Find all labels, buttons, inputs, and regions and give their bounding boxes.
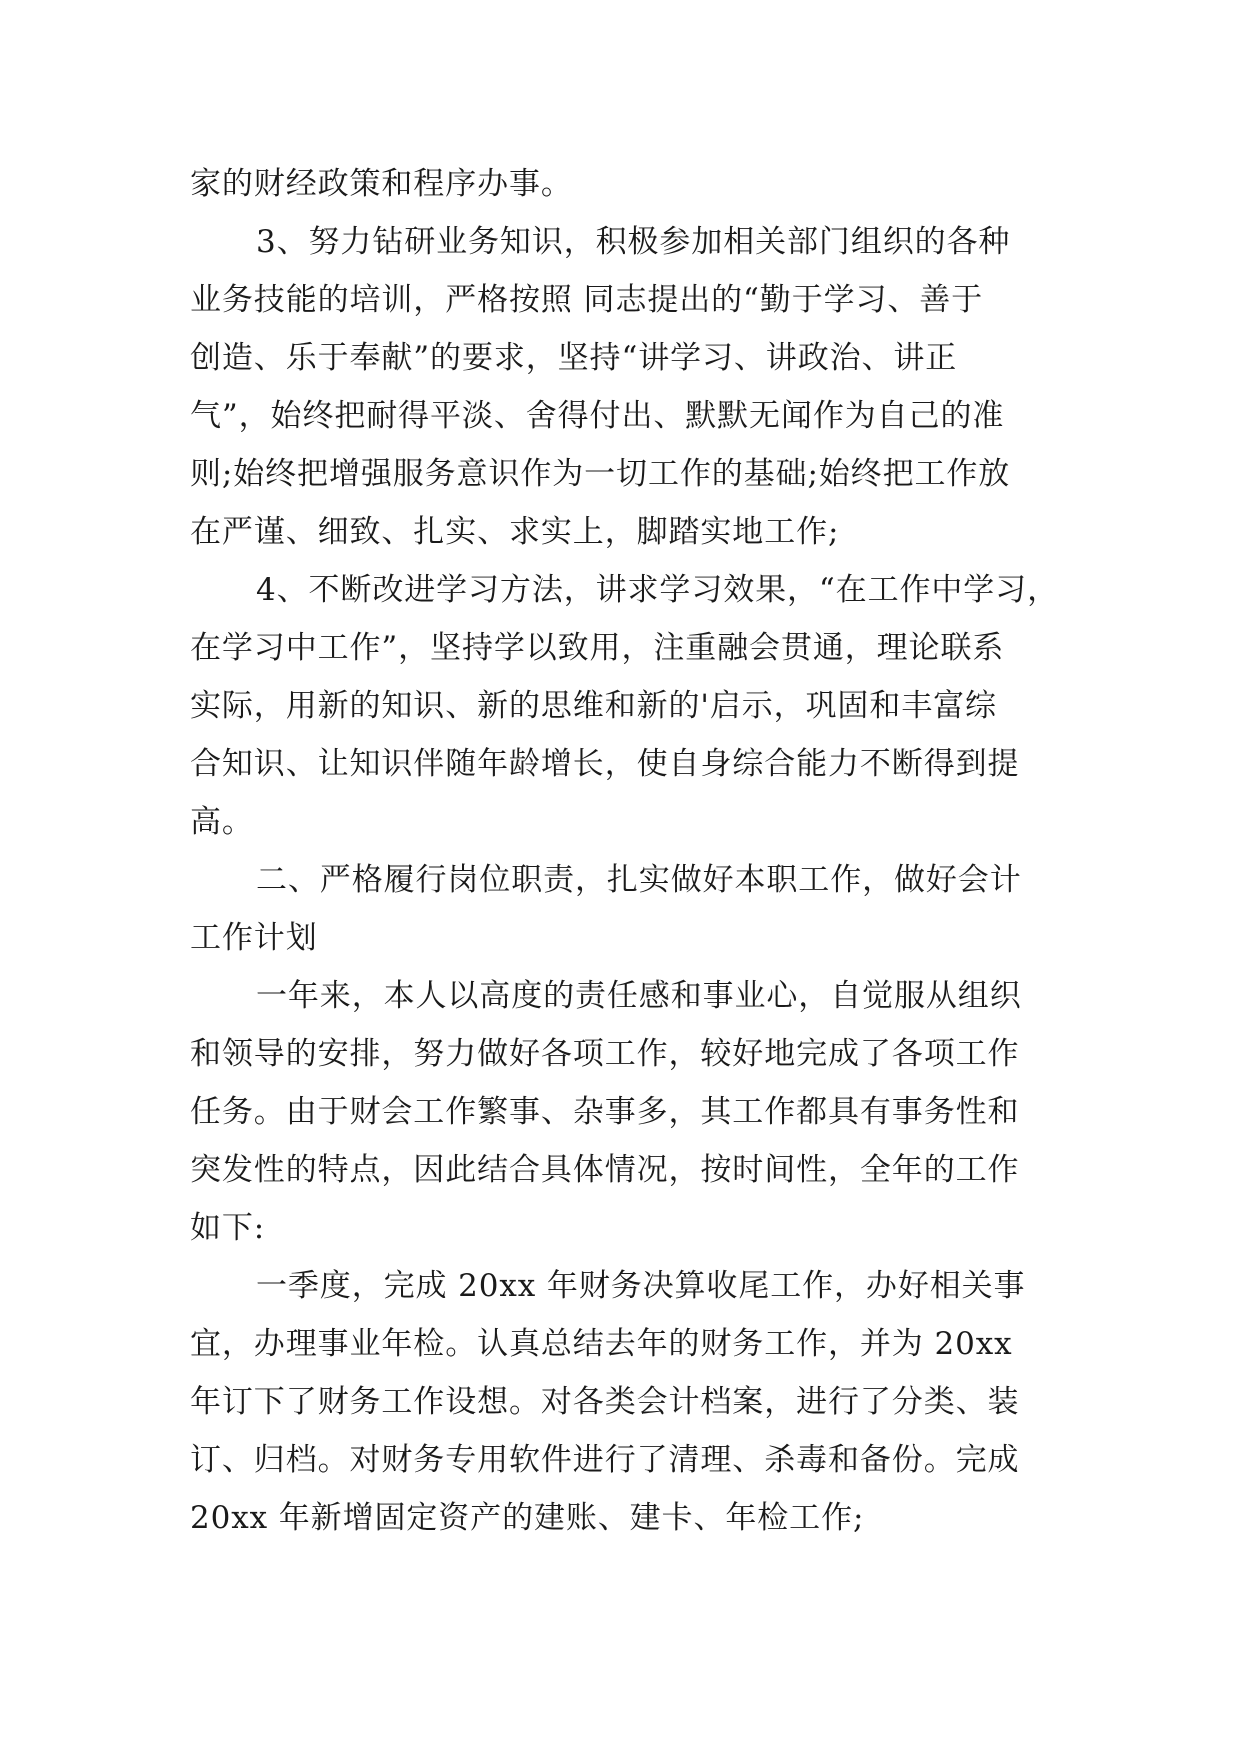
text-line: 合知识、让知识伴随年龄增长，使自身综合能力不断得到提 <box>190 746 1020 782</box>
text-line: 宜，办理事业年检。认真总结去年的财务工作，并为 20xx <box>190 1326 1013 1362</box>
text-line: 家的财经政策和程序办事。 <box>190 166 573 202</box>
text-line: 订、归档。对财务专用软件进行了清理、杀毒和备份。完成 <box>190 1442 1020 1478</box>
text-line: 一年来，本人以高度的责任感和事业心，自觉服从组织 <box>256 978 1022 1014</box>
text-line: 创造、乐于奉献”的要求，坚持“讲学习、讲政治、讲正 <box>190 340 958 376</box>
text-line: 实际，用新的知识、新的思维和新的'启示，巩固和丰富综 <box>190 688 997 724</box>
text-line: 和领导的安排，努力做好各项工作，较好地完成了各项工作 <box>190 1036 1020 1072</box>
text-line: 在严谨、细致、扎实、求实上，脚踏实地工作; <box>190 514 840 550</box>
text-line: 在学习中工作”，坚持学以致用，注重融会贯通，理论联系 <box>190 630 1005 666</box>
document-body <box>190 155 1059 1547</box>
text-line: 年订下了财务工作设想。对各类会计档案，进行了分类、装 <box>190 1384 1020 1420</box>
text-line: 业务技能的培训，严格按照 同志提出的“勤于学习、善于 <box>190 282 984 318</box>
text-line: 任务。由于财会工作繁事、杂事多，其工作都具有事务性和 <box>190 1094 1020 1130</box>
text-line: 气”，始终把耐得平淡、舍得付出、默默无闻作为自己的准 <box>190 398 1005 434</box>
text-line: 3、努力钻研业务知识，积极参加相关部门组织的各种 <box>256 224 1011 260</box>
text-line: 一季度，完成 20xx 年财务决算收尾工作，办好相关事 <box>256 1268 1026 1304</box>
text-line: 工作计划 <box>190 920 318 956</box>
text-line: 突发性的特点，因此结合具体情况，按时间性，全年的工作 <box>190 1152 1020 1188</box>
text-line: 4、不断改进学习方法，讲求学习效果，“在工作中学习， <box>256 572 1059 608</box>
text-line: 高。 <box>190 804 254 840</box>
text-line: 20xx 年新增固定资产的建账、建卡、年检工作; <box>190 1500 865 1536</box>
text-line: 二、严格履行岗位职责，扎实做好本职工作，做好会计 <box>256 862 1022 898</box>
text-line: 则;始终把增强服务意识作为一切工作的基础;始终把工作放 <box>190 456 1011 492</box>
text-line: 如下: <box>190 1210 266 1246</box>
